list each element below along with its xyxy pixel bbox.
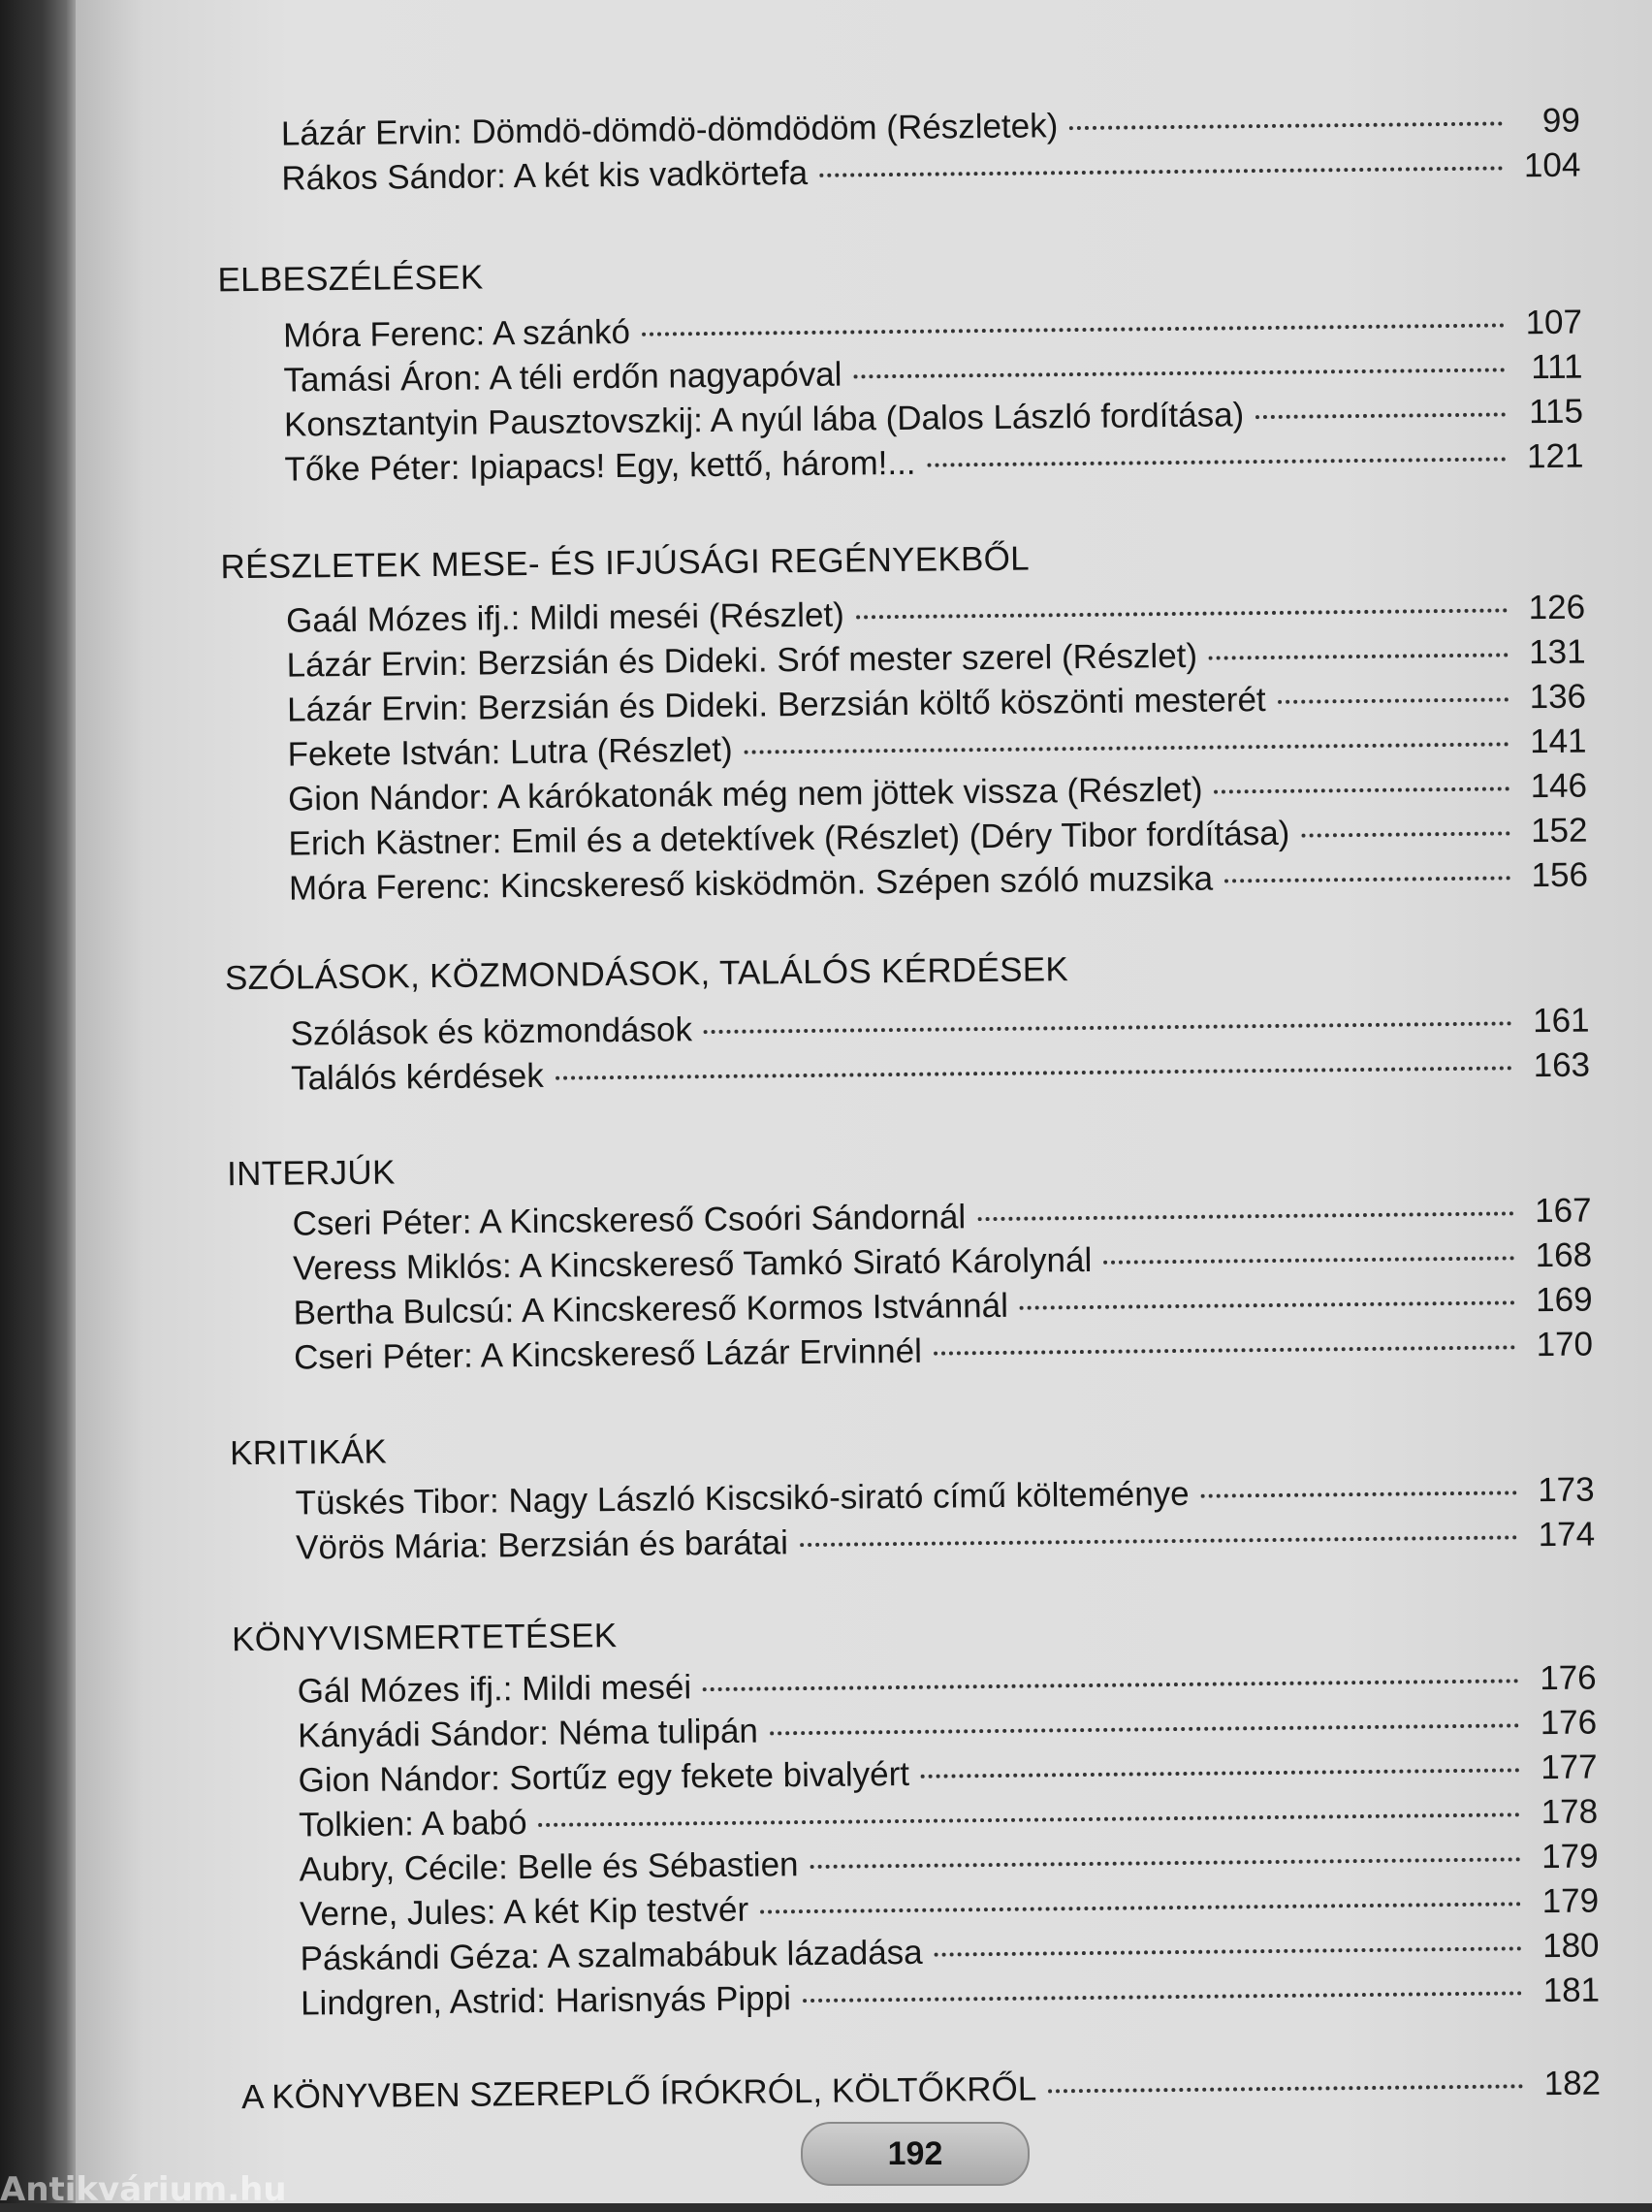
dot-leader: [1215, 786, 1510, 793]
toc-entry-title: Páskándi Géza: A szalmabábuk lázadása: [300, 1933, 923, 1978]
toc-entry-page: 181: [1542, 1971, 1601, 2010]
toc-entry-title: Kányádi Sándor: Néma tulipán: [297, 1712, 759, 1755]
toc-entry-title: Találós kérdések: [290, 1056, 544, 1098]
toc-entry-page: 174: [1538, 1515, 1596, 1555]
toc-entry-title: Veress Miklós: A Kincskereső Tamkó Sirató Károlynál: [292, 1240, 1093, 1288]
toc-entry-title: Gál Mózes ifj.: Mildi meséi: [297, 1668, 692, 1711]
toc-entry-page: 178: [1541, 1792, 1599, 1832]
toc-entry-title: Bertha Bulcsú: A Kincskereső Kormos Istvánnál: [293, 1286, 1009, 1332]
toc-entry-title: Tolkien: A babó: [298, 1804, 527, 1844]
toc-entry-title: Fekete István: Lutra (Részlet): [287, 730, 733, 774]
dot-leader: [1278, 697, 1509, 703]
dot-leader: [704, 1021, 1512, 1034]
table-of-contents: [65, 0, 1652, 2212]
dot-leader: [977, 1211, 1514, 1221]
toc-entry-title: Tüskés Tibor: Nagy László Kiscsikó-sirató című költeménye: [295, 1474, 1190, 1523]
toc-entry-page: 173: [1537, 1470, 1595, 1510]
toc-entry-page: 141: [1529, 721, 1587, 761]
book-binding-shadow: [0, 0, 78, 2203]
toc-entry-page: 167: [1534, 1191, 1592, 1231]
toc-entry-page: 121: [1526, 436, 1584, 476]
toc-entry-page: 99: [1541, 101, 1581, 141]
dot-leader: [1255, 412, 1506, 419]
toc-entry-title: Erich Kästner: Emil és a detektívek (Részlet) (Déry Tibor fordítása): [288, 814, 1290, 863]
toc-entry-page: 152: [1530, 811, 1588, 850]
toc-entry-page: 176: [1540, 1703, 1598, 1743]
toc-entry-title: Konsztantyin Pausztovszkij: A nyúl lába (Dalos László fordítása): [283, 396, 1245, 444]
dot-leader: [800, 1535, 1517, 1547]
section-heading-elbeszelesek: ELBESZÉLÉSEK: [217, 258, 484, 300]
toc-entry-page: 115: [1528, 392, 1584, 432]
dot-leader: [745, 742, 1509, 753]
dot-leader: [1201, 1491, 1517, 1497]
toc-entry-title: Rákos Sándor: A két kis vadkörtefa: [281, 153, 809, 198]
dot-leader: [934, 1345, 1515, 1355]
toc-entry-page: 176: [1540, 1658, 1597, 1698]
section-heading-interjuk: INTERJÚK: [226, 1153, 396, 1194]
dot-leader: [810, 1857, 1521, 1869]
toc-entry-title: Cseri Péter: A Kincskereső Lázár Ervinnél: [293, 1331, 923, 1377]
toc-entry-title: Aubry, Cécile: Belle és Sébastien: [299, 1845, 799, 1889]
dot-leader: [853, 368, 1505, 378]
dot-leader: [1209, 653, 1509, 659]
dot-leader: [819, 166, 1503, 176]
dot-leader: [1020, 1300, 1515, 1309]
section-heading-reszletek: RÉSZLETEK MESE- ÉS IFJÚSÁGI REGÉNYEKBŐL: [220, 539, 1031, 587]
dot-leader: [803, 1991, 1522, 2003]
toc-entry-title: Tamási Áron: A téli erdőn nagyapóval: [283, 355, 842, 400]
dot-leader: [1103, 1256, 1514, 1264]
dot-leader: [1224, 876, 1510, 882]
dot-leader: [856, 608, 1508, 619]
dot-leader: [935, 1946, 1522, 1956]
toc-entry-final: [241, 2064, 1601, 2123]
section-heading-kritikak: KRITIKÁK: [229, 1432, 388, 1473]
dot-leader: [921, 1768, 1520, 1778]
dot-leader: [539, 1812, 1521, 1827]
toc-entry-page: 161: [1532, 1001, 1590, 1041]
toc-entry-page: 156: [1531, 855, 1589, 895]
toc-entry-title: Lindgren, Astrid: Harisnyás Pippi: [300, 1979, 792, 2023]
toc-entry-page: 163: [1533, 1045, 1591, 1085]
page-number: 192: [887, 2134, 943, 2172]
dot-leader: [770, 1723, 1519, 1735]
watermark: Antikvárium.hu: [0, 2170, 287, 2209]
book-page: [76, 0, 1652, 2203]
toc-entry-page: 131: [1528, 632, 1586, 672]
toc-entry-page: 169: [1535, 1280, 1593, 1320]
toc-entry-title: Vörös Mária: Berzsián és barátai: [295, 1523, 789, 1567]
toc-entry-page: 170: [1536, 1325, 1594, 1364]
toc-entry-page: 146: [1530, 766, 1588, 806]
dot-leader: [1301, 831, 1509, 837]
toc-entry-title: Móra Ferenc: Kincskereső kisködmön. Szépen szóló muzsika: [288, 859, 1214, 908]
toc-entry-title: Lázár Ervin: Berzsián és Dideki. Sróf mester szerel (Részlet): [286, 636, 1198, 685]
section-heading-szolasok: SZÓLÁSOK, KÖZMONDÁSOK, TALÁLÓS KÉRDÉSEK: [224, 950, 1069, 998]
toc-entry-title: Móra Ferenc: A szánkó: [282, 312, 631, 355]
toc-entry-title: Tőke Péter: Ipiapacs! Egy, kettő, három!...: [284, 443, 916, 489]
toc-entry-title: Gaál Mózes ifj.: Mildi meséi (Részlet): [285, 595, 845, 640]
toc-entry-title: Lázár Ervin: Berzsián és Dideki. Berzsián költő köszönti mesterét: [286, 681, 1266, 729]
dot-leader: [642, 323, 1505, 336]
toc-entry-page: 180: [1541, 1926, 1600, 1966]
dot-leader: [1048, 2084, 1523, 2093]
toc-entry-page: 177: [1540, 1747, 1598, 1787]
toc-entry-page: 107: [1525, 303, 1583, 342]
toc-entry-title: Lázár Ervin: Dömdö-dömdö-dömdödöm (Részletek): [280, 107, 1059, 153]
toc-entry-page: 126: [1528, 588, 1586, 627]
toc-entry-title: Cseri Péter: A Kincskereső Csoóri Sándornál: [292, 1198, 967, 1243]
toc-entry-page: 136: [1529, 677, 1587, 717]
dot-leader: [928, 457, 1507, 466]
section-heading-konyvismertetesek: KÖNYVISMERTETÉSEK: [231, 1617, 618, 1659]
toc-entry-page: 104: [1523, 145, 1581, 185]
dot-leader: [556, 1066, 1512, 1079]
toc-entry-page: 111: [1531, 347, 1583, 387]
toc-entry-title: Szólások és közmondások: [290, 1010, 693, 1053]
toc-entry-title: Gion Nándor: A kárókatonák még nem jöttek vissza (Részlet): [287, 770, 1203, 818]
toc-entry-title: Verne, Jules: A két Kip testvér: [299, 1890, 749, 1934]
toc-entry-page: 168: [1535, 1235, 1593, 1275]
dot-leader: [703, 1679, 1519, 1691]
toc-entry-page: 182: [1543, 2064, 1602, 2103]
dot-leader: [760, 1902, 1521, 1913]
dot-leader: [1069, 121, 1503, 130]
toc-entry-title: Gion Nándor: Sortűz egy fekete bivalyért: [298, 1754, 910, 1800]
page-number-badge: [801, 2122, 1030, 2186]
toc-entry-title: A KÖNYVBEN SZEREPLŐ ÍRÓKRÓL, KÖLTŐKRŐL: [240, 2069, 1037, 2117]
toc-entry-page: 179: [1541, 1837, 1599, 1876]
toc-entry-page: 179: [1541, 1881, 1600, 1921]
